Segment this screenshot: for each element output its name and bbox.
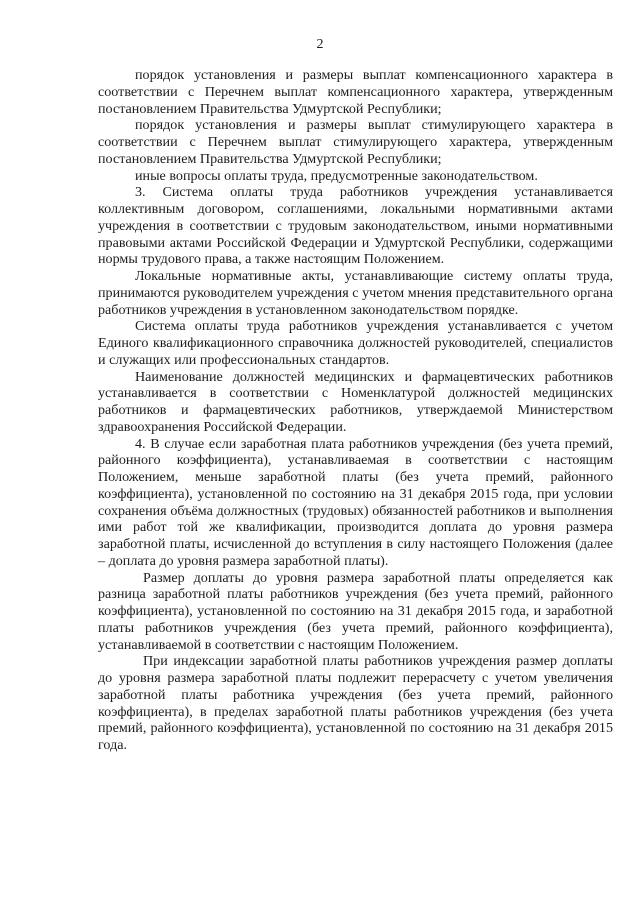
paragraph-surcharge-amount: Размер доплаты до уровня размера заработной платы определяется как разница заработной платы работников учреждения (без учета премий, районного коэффициента), установленной по состоянию на 31 декабря 2015 года, и заработной платы работников учреждения (без учета премий, районного коэффициента), устанавливаемой в соответствии с настоящим Положением. [98,569,613,653]
paragraph-indexation: При индексации заработной платы работников учреждения размер доплаты до уровня размера заработной платы подлежит перерасчету с учетом увеличения заработной платы работника учреждения (без учета премий, районного коэффициента), в пределах заработной платы работников учреждения (без учета премий, районного коэффициента), установленной по состоянию на 31 декабря 2015 года. [98,653,613,753]
paragraph-local-acts: Локальные нормативные акты, устанавливающие систему оплаты труда, принимаются руководителем учреждения с учетом мнения представительного органа работников учреждения в установленном законодательством порядке. [98,268,613,318]
paragraph-section-3: 3. Система оплаты труда работников учреждения устанавливается коллективным договором, соглашениями, локальными нормативными актами учреждения в соответствии с трудовым законодательством, иными нормативными правовыми актами Российской Федерации и Удмуртской Республики, содержащими нормы трудового права, а также настоящим Положением. [98,184,613,268]
paragraph-incentive-payments: порядок установления и размеры выплат стимулирующего характера в соответствии с Перечнем выплат стимулирующего характера, утвержденным постановлением Правительства Удмуртской Республики; [98,117,613,167]
paragraph-compensation-payments: порядок установления и размеры выплат компенсационного характера в соответствии с Перечнем выплат компенсационного характера, утвержденным постановлением Правительства Удмуртской Республики; [98,67,613,117]
document-body [98,67,613,754]
page-number: 2 [316,37,324,52]
paragraph-position-names: Наименование должностей медицинских и фармацевтических работников устанавливается в соответствии с Номенклатурой должностей медицинских работников и фармацевтических работников, утверждаемой Министерством здравоохранения Российской Федерации. [98,368,613,435]
paragraph-section-4: 4. В случае если заработная плата работников учреждения (без учета премий, районного коэффициента), устанавливаемая в соответствии с настоящим Положением, меньше заработной платы (без учета премий, районного коэффициента), установленной по состоянию на 31 декабря 2015 года, при условии сохранения объёма должностных (трудовых) обязанностей работников и выполнения ими работ той же квалификации, производится доплата до уровня размера заработной платы, исчисленной до вступления в силу настоящего Положения (далее – доплата до уровня размера заработной платы). [98,435,613,569]
paragraph-qualification-guide: Система оплаты труда работников учреждения устанавливается с учетом Единого квалификационного справочника должностей руководителей, специалистов и служащих или профессиональных стандартов. [98,318,613,368]
paragraph-other-issues: иные вопросы оплаты труда, предусмотренные законодательством. [135,167,538,184]
